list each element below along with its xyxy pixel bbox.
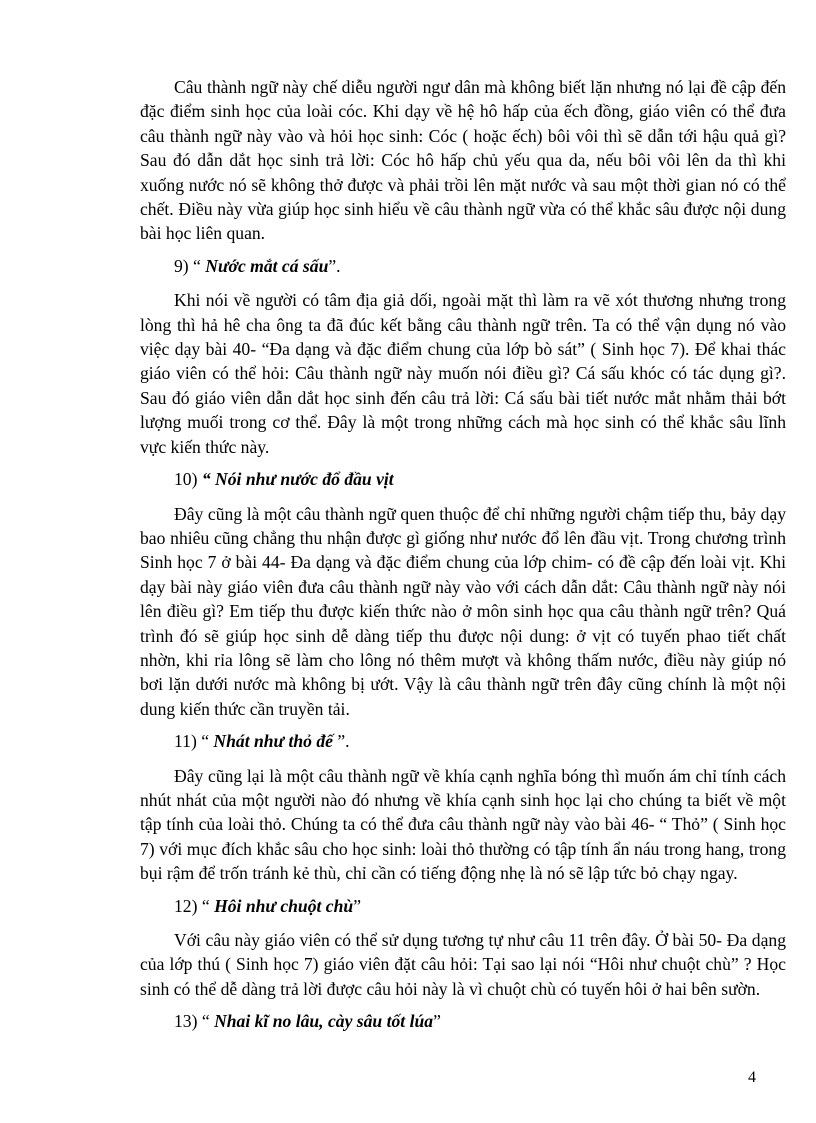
heading-prefix: 12) “ bbox=[174, 895, 215, 916]
heading-suffix: ” bbox=[433, 1011, 441, 1032]
heading-title: Nhai kĩ no lâu, cày sâu tốt lúa bbox=[214, 1011, 434, 1032]
paragraph-text: Khi nói về người có tâm địa giả dối, ngoài mặt thì làm ra vẽ xót thương nhưng trong lòng thì hả hê cha ông ta đã đúc kết bằng câu thành ngữ trên. Ta có thể vận dụng nó vào việc dạy bài 40- “Đa dạng và đặc điểm chung của lớp bò sát” ( Sinh học 7). Để khai thác giáo viên có thể hỏi: Câu thành ngữ này muốn nói điều gì? Cá sấu khóc có tác dụng gì?. Sau đó giáo viên dẫn dắt học sinh đến câu trả lời: Cá sấu bài tiết nước mắt nhằm thải bớt lượng muối trong cơ thể. Đây là một trong những cách mà học sinh có thể khắc sâu lĩnh vực kiến thức này. bbox=[140, 290, 786, 457]
heading-prefix: 13) “ bbox=[174, 1011, 215, 1032]
section-heading-11 bbox=[140, 729, 786, 753]
heading-suffix: ” bbox=[353, 895, 361, 916]
heading-prefix: 9) “ bbox=[174, 255, 206, 276]
document-body bbox=[140, 75, 786, 1044]
heading-prefix: 10) bbox=[174, 469, 202, 490]
page-number: 4 bbox=[748, 1069, 756, 1086]
heading-title: Nhát như thỏ đế bbox=[213, 731, 333, 752]
section-heading-12 bbox=[140, 894, 786, 918]
section-heading-9 bbox=[140, 254, 786, 278]
section-heading-13 bbox=[140, 1009, 786, 1033]
paragraph-text: Với câu này giáo viên có thể sử dụng tương tự như câu 11 trên đây. Ở bài 50- Đa dạng của lớp thú ( Sinh học 7) giáo viên đặt câu hỏi: Tại sao lại nói “Hôi như chuột chù” ? Học sinh có thể dễ dàng trả lời được câu hỏi này là vì chuột chù có tuyến hôi ở hai bên sườn. bbox=[140, 930, 786, 999]
heading-title: Nước mắt cá sấu bbox=[205, 255, 329, 276]
heading-prefix: 11) “ bbox=[174, 731, 214, 752]
heading-title: “ Nói như nước đổ đầu vịt bbox=[201, 469, 394, 490]
section-heading-10 bbox=[140, 467, 786, 491]
paragraph-text: Câu thành ngữ này chế diễu người ngư dân mà không biết lặn nhưng nó lại đề cập đến đặc điểm sinh học của loài cóc. Khi dạy về hệ hô hấp của ếch đồng, giáo viên có thể đưa câu thành ngữ này vào và hỏi học sinh: Cóc ( hoặc ếch) bôi vôi thì sẽ dẫn tới hậu quả gì? Sau đó dẫn dắt học sinh trả lời: Cóc hô hấp chủ yếu qua da, nếu bôi vôi lên da thì khi xuống nước nó sẽ không thở được và phải trồi lên mặt nước và sau một thời gian nó có thể chết. Điều này vừa giúp học sinh hiểu về câu thành ngữ vừa có thể khắc sâu được nội dung bài học liên quan. bbox=[140, 77, 786, 244]
paragraph-text: Đây cũng lại là một câu thành ngữ về khía cạnh nghĩa bóng thì muốn ám chỉ tính cách nhút nhát của một người nào đó nhưng về khía cạnh sinh học lại cho chúng ta biết về một tập tính của loài thỏ. Chúng ta có thể đưa câu thành ngữ này vào bài 46- “ Thỏ” ( Sinh học 7) với mục đích khắc sâu cho học sinh: loài thỏ thường có tập tính ẩn náu trong hang, trong bụi rậm để trốn tránh kẻ thù, chỉ cần có tiếng động nhẹ là nó sẽ lập tức bỏ chạy ngay. bbox=[140, 765, 786, 884]
heading-suffix: ”. bbox=[332, 731, 350, 752]
paragraph-text: Đây cũng là một câu thành ngữ quen thuộc để chỉ những người chậm tiếp thu, bảy dạy bao nhiêu cũng chẳng thu nhận được gì giống như nước đổ lên đầu vịt. Trong chương trình Sinh học 7 ở bài 44- Đa dạng và đặc điểm chung của lớp chim- có đề cập đến loài vịt. Khi dạy bài này giáo viên đưa câu thành ngữ này vào với cách dẫn dắt: Câu thành ngữ này nói lên điều gì? Em tiếp thu được kiến thức nào ở môn sinh học qua câu thành ngữ trên? Quá trình đó sẽ giúp học sinh dễ dàng tiếp thu được nội dung: ở vịt có tuyến phao tiết chất nhờn, khi rỉa lông sẽ làm cho lông nó thêm mượt và không thấm nước, điều này giúp nó bơi lặn dưới nước mà không bị ướt. Vậy là câu thành ngữ trên đây cũng chính là một nội dung kiến thức cần truyền tải. bbox=[140, 503, 786, 719]
heading-title: Hôi như chuột chù bbox=[214, 895, 354, 916]
heading-suffix: ”. bbox=[328, 255, 341, 276]
